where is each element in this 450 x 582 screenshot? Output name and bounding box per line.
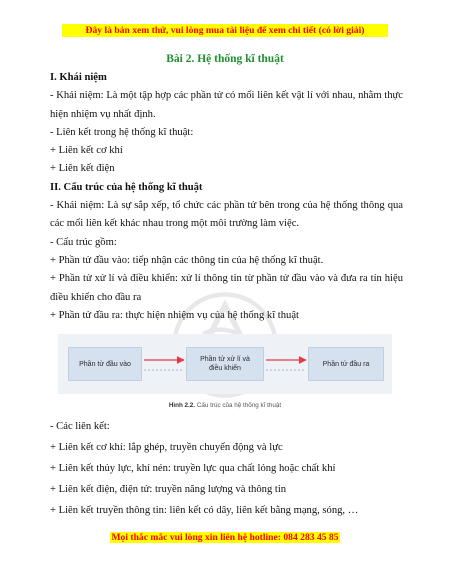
section2-line: + Phần tử đầu ra: thực hiện nhiệm vụ của hệ thống kĩ thuật [50, 309, 299, 321]
caption-text: Cấu trúc của hệ thống kĩ thuật [196, 402, 282, 409]
section2-line: + Phần tử xử lí và điều khiển: xử lí thông tin từ phần tử đầu vào và đưa ra tín hiệu điều khiển cho đầu ra [50, 273, 403, 303]
section1-line: - Liên kết trong hệ thống kĩ thuật: [50, 126, 194, 138]
links-line: - Các liên kết: [50, 421, 110, 432]
lesson-title: Bài 2. Hệ thống kĩ thuật [166, 53, 284, 65]
hotline-text: Mọi thắc mắc vui lòng xin liên hệ hotline: 084 283 45 85 [111, 532, 339, 543]
caption-label: Hình 2.2. [168, 402, 196, 409]
links-section [50, 416, 403, 521]
input-element-box: Phần tử đầu vào [68, 347, 142, 381]
section1-heading: I. Khái niệm [50, 72, 107, 83]
section2-line: + Phần tử đầu vào: tiếp nhận các thông tin của hệ thống kĩ thuật. [50, 254, 324, 266]
section1-line: + Liên kết điện [50, 163, 115, 175]
section2-definition: - Khái niệm: Là sự sắp xếp, tổ chức các phần tử bên trong của hệ thống thông qua các mối liên kết khác nhau trong một môi trường làm việc. [50, 200, 403, 230]
preview-banner: Đây là bản xem thử, vui lòng mua tài liệu để xem chi tiết (có lời giải) [62, 24, 388, 37]
figure-caption [0, 402, 450, 409]
links-line: + Liên kết truyền thông tin: liên kết có dây, liên kết bằng mạng, sóng, … [50, 505, 359, 516]
processing-element-box: Phần tử xử lí và điều khiển [186, 347, 264, 381]
section2-line: - Cấu trúc gồm: [50, 236, 117, 248]
section1-line: + Liên kết cơ khí [50, 145, 123, 157]
output-element-box: Phần tử đầu ra [308, 347, 384, 381]
links-line: + Liên kết cơ khí: lắp ghép, truyền chuyển động và lực [50, 442, 283, 453]
hotline-footer [0, 532, 450, 543]
links-line: + Liên kết thủy lực, khí nén: truyền lực qua chất lỏng hoặc chất khí [50, 463, 336, 474]
links-line: + Liên kết điện, điện tử: truyền năng lượng và thông tin [50, 484, 287, 495]
main-content [50, 69, 403, 325]
diagram-arrows [58, 334, 392, 394]
section1-definition: - Khái niệm: Là một tập hợp các phần tử có mối liên kết vật lí với nhau, nhằm thực hiện nhiệm vụ nhất định. [50, 90, 403, 120]
structure-diagram [58, 334, 392, 394]
section2-heading: II. Cấu trúc của hệ thống kĩ thuật [50, 181, 203, 193]
